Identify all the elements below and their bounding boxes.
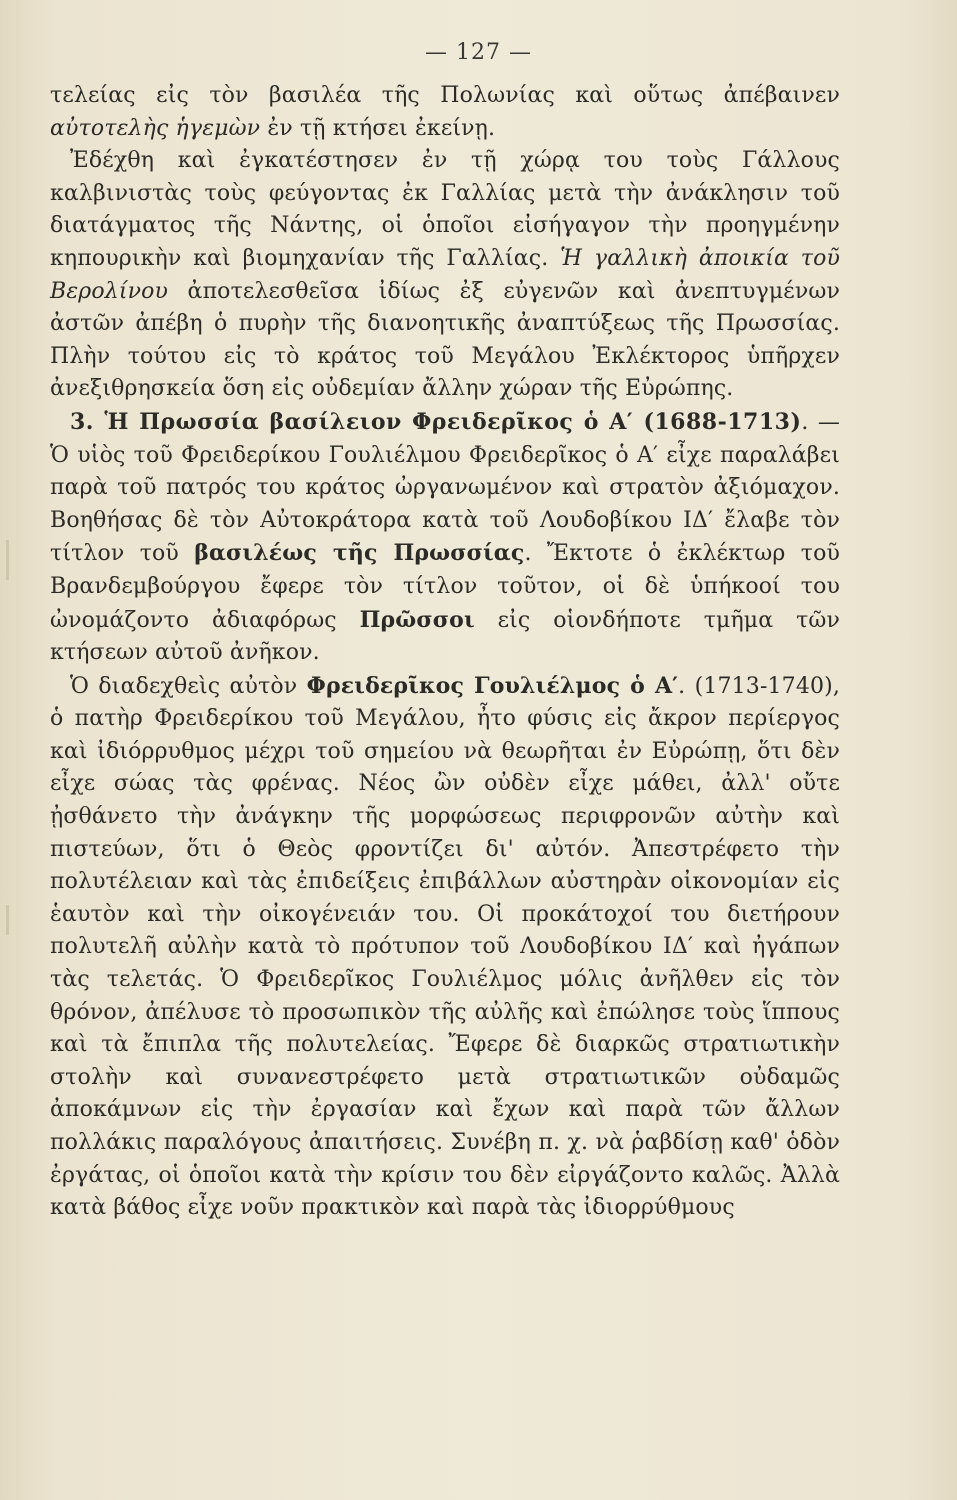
section-prussia-kingdom: 3. Ἡ Πρωσσία βασίλειον Φρειδερῖκος ὁ Α′ (1688-1713). —Ὁ υἱὸς τοῦ Φρειδερίκου Γουλιέλμου Φρειδερῖκος ὁ Α′ εἶχε παραλάβει παρὰ τοῦ πατρός του κράτος ὠργανωμένον καὶ στρατὸν ἀξιόμαχον. Βοηθήσας δὲ τὸν Αὐτοκράτορα κατὰ τοῦ Λουδοβίκου ΙΔ′ ἔλαβε τὸν τίτλον τοῦ βασιλέως τῆς Πρωσσίας. Ἔκτοτε ὁ ἐκλέκτωρ τοῦ Βρανδεμβούργου ἔφερε τὸν τίτλον τοῦτον, οἱ δὲ ὑπήκοοί του ὠνομάζοντο ἀδιαφόρως Πρῶσσοι εἰς οἱονδήποτε τμῆμα τῶν κτήσεων αὐτοῦ ἀνῆκον. xyxy=(50,408,840,666)
page-edge-mark xyxy=(6,905,9,935)
italic-term: αὐτοτελὴς ἡγεμὼν xyxy=(50,115,261,141)
italic-term: Ἡ γαλλικὴ ἀποικία τοῦ Βερολίνου xyxy=(50,245,840,304)
bold-term: Πρῶσσοι xyxy=(359,606,475,633)
page-edge-mark xyxy=(6,540,9,580)
section-heading: 3. Ἡ Πρωσσία βασίλειον Φρειδερῖκος ὁ Α′ (1688-1713) xyxy=(70,408,802,435)
paragraph-frederick-william: Ὁ διαδεχθεὶς αὐτὸν Φρειδερῖκος Γουλιέλμος ὁ Α′. (1713-1740), ὁ πατὴρ Φρειδερίκου τοῦ Μεγάλου, ἦτο φύσις εἰς ἄκρον περίεργος καὶ ἰδιόρρυθμος μέχρι τοῦ σημείου νὰ θεωρῆται ἐν Εὐρώπῃ, ὅτι δὲν εἶχε σώας τὰς φρένας. Νέος ὢν οὐδὲν εἶχε μάθει, ἀλλ' οὔτε ᾐσθάνετο τὴν ἀνάγκην τῆς μορφώσεως περιφρονῶν αὐτὴν καὶ πιστεύων, ὅτι ὁ Θεὸς φροντίζει δι' αὐτόν. Ἀπεστρέφετο τὴν πολυτέλειαν καὶ τὰς ἐπιδείξεις ἐπιβάλλων αὐστηρὰν οἰκονομίαν εἰς ἑαυτὸν καὶ τὴν οἰκογένειάν του. Οἱ προκάτοχοί του διετήρουν πολυτελῆ αὐλὴν κατὰ τὸ πρότυπον τοῦ Λουδοβίκου ΙΔ′ καὶ ἠγάπων τὰς τελετάς. Ὁ Φρειδερῖκος Γουλιέλμος μόλις ἀνῆλθεν εἰς τὸν θρόνον, ἀπέλυσε τὸ προσωπικὸν τῆς αὐλῆς καὶ ἐπώλησε τοὺς ἵππους καὶ τὰ ἔπιπλα τῆς πολυτελείας. Ἔφερε δὲ διαρκῶς στρατιωτικὴν στολὴν καὶ συνανεστρέφετο μετὰ στρατιωτικῶν οὐδαμῶς ἀποκάμνων εἰς τὴν ἐργασίαν καὶ ἔχων καὶ παρὰ τῶν ἄλλων πολλάκις παραλόγους ἀπαιτήσεις. Συνέβη π. χ. νὰ ῥαβδίσῃ καθ' ὁδὸν ἐργάτας, οἱ ὁποῖοι κατὰ τὴν κρίσιν του δὲν εἰργάζοντο καλῶς. Ἀλλὰ κατὰ βάθος εἶχε νοῦν πρακτικὸν καὶ παρὰ τὰς ἰδιορρύθμους xyxy=(50,672,840,1221)
body-text xyxy=(50,80,840,1225)
page-number: — 127 — xyxy=(425,40,532,65)
bold-term: βασιλέως τῆς Πρωσσίας xyxy=(194,540,525,567)
paragraph-huguenots: Ἐδέχθη καὶ ἐγκατέστησεν ἐν τῇ χώρᾳ του τοὺς Γάλλους καλβινιστὰς τοὺς φεύγοντας ἐκ Γαλλίας μετὰ τὴν ἀνάκλησιν τοῦ διατάγματος τῆς Νάντης, οἱ ὁποῖοι εἰσήγαγον τὴν προηγμένην κηπουρικὴν καὶ βιομηχανίαν τῆς Γαλλίας. Ἡ γαλλικὴ ἀποικία τοῦ Βερολίνου ἀποτελεσθεῖσα ἰδίως ἐξ εὐγενῶν καὶ ἀνεπτυγμένων ἀστῶν ἀπέβη ὁ πυρὴν τῆς διανοητικῆς ἀναπτύξεως τῆς Πρωσσίας. Πλὴν τούτου εἰς τὸ κράτος τοῦ Μεγάλου Ἐκλέκτορος ὑπῆρχεν ἀνεξιθρησκεία ὅση εἰς οὐδεμίαν ἄλλην χώραν τῆς Εὐρώπης. xyxy=(50,148,840,402)
bold-term: Φρειδερῖκος Γουλιέλμος ὁ Α′ xyxy=(306,672,679,699)
paragraph-continuation: τελείας εἰς τὸν βασιλέα τῆς Πολωνίας καὶ οὕτως ἀπέβαινεν αὐτοτελὴς ἡγεμὼν ἐν τῇ κτήσει ἐκείνῃ. xyxy=(50,83,840,141)
